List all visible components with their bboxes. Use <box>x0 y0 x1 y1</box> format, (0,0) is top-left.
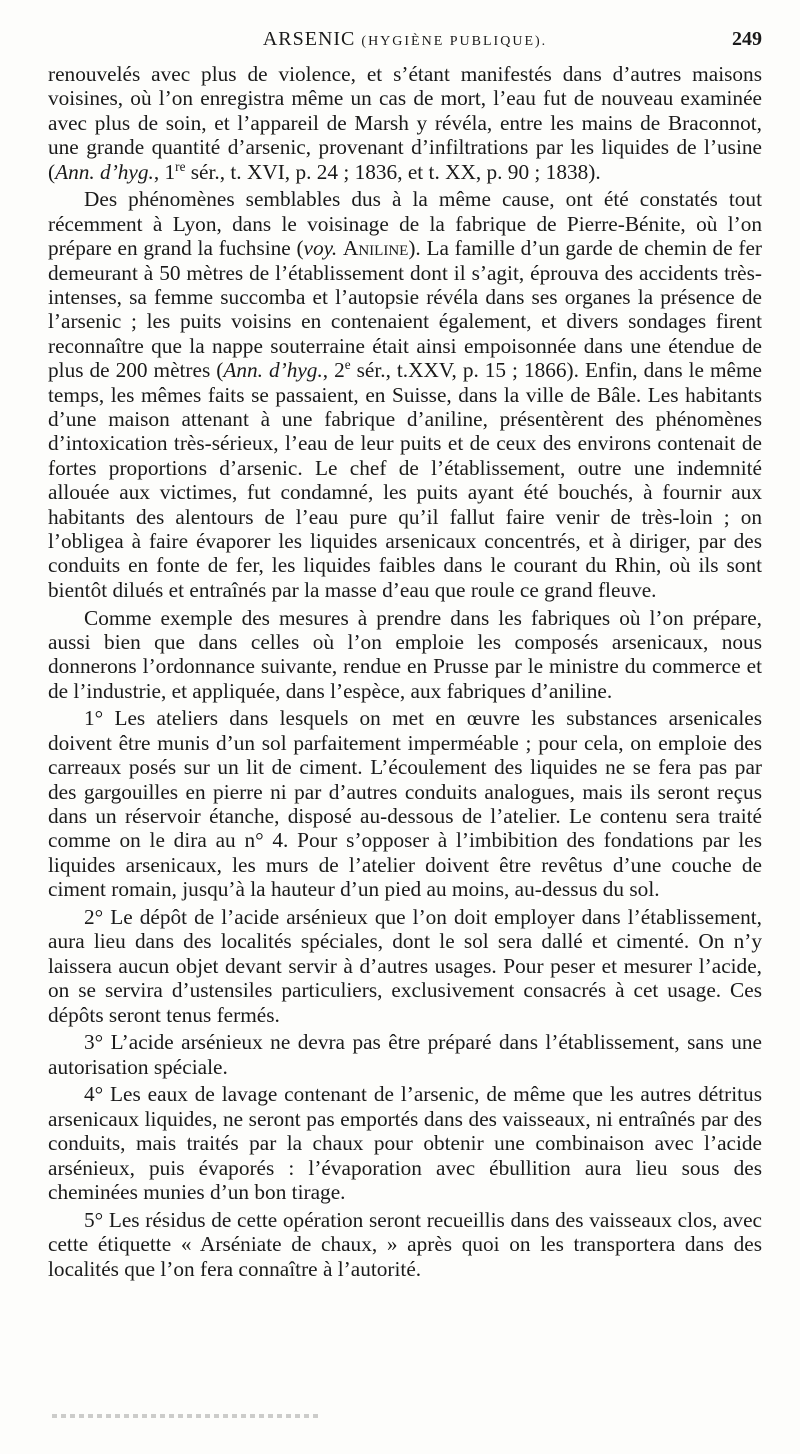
paragraph <box>48 1030 762 1079</box>
page-number: 249 <box>732 28 762 50</box>
paragraph <box>48 1082 762 1204</box>
paragraph <box>48 606 762 704</box>
italic-text: voy. <box>303 236 338 261</box>
text-run: 5° Les résidus de cette opération seront recueillis dans des vaisseaux clos, avec cette étiquette « Arséniate de chaux, » après quoi on les transportera dans des localités que l’on fera connaître à l’autorité. <box>48 1207 762 1281</box>
paragraph <box>48 706 762 901</box>
text-run: 2° Le dépôt de l’acide arsénieux que l’on doit employer dans l’établissement, aura lieu dans des localités spéciales, dont le sol sera dallé et cimenté. On n’y laissera aucun objet devant servir à d’autres usages. Pour peser et mesurer l’acide, on se servira d’ustensiles particuliers, exclusivement consacrés à cet usage. Ces dépôts seront tenus fermés. <box>48 905 762 1027</box>
paragraph <box>48 1208 762 1281</box>
paragraph <box>48 905 762 1027</box>
text-run: 4° Les eaux de lavage contenant de l’arsenic, de même que les autres détritus arsenicaux liquides, ne seront pas emportés dans des vaisseaux, ni entraînés par des conduits, mais traités par la chaux pour obtenir une combinaison avec l’acide arsénieux, puis évaporés : l’évaporation avec ébullition aura lieu sous des cheminées munies d’un bon tirage. <box>48 1082 762 1205</box>
running-head-title: ARSENIC <box>262 28 356 50</box>
paragraph <box>48 62 762 184</box>
small-caps-text: Aniline <box>342 236 409 261</box>
text-run: 1° Les ateliers dans lesquels on met en œuvre les substances arsenicales doivent être munis d’un sol parfaitement imperméable ; pour cela, on emploie des carreaux posés sur un lit de ciment. L’écoulement des liquides ne se fera pas par des gargouilles en pierre ni par d’autres conduits analogues, mais ils seront reçus dans un réservoir étanche, disposé au-dessous de l’atelier. Le contenu sera traité comme on le dira au n° 4. Pour s’opposer à l’imbibition des fondations par les liquides arsenicaux, les murs de l’atelier doivent être revêtus d’une couche de ciment romain, jusqu’à la hauteur d’un pied au moins, au-dessus du sol. <box>48 706 762 902</box>
text-run: sér., t.XXV, p. 15 ; 1866). Enfin, dans le même temps, les mêmes faits se passaient, en Suisse, dans la ville de Bâle. Les habitants d’une maison attenant à une fabrique d’aniline, présentèrent des phénomènes d’intoxication très-sérieux, l’eau de leur puits et de ceux des environs contenait de fortes proportions d’arsenic. Le chef de l’établissement, outre une indemnité allouée aux victimes, fut condamné, les puits ayant été bouchés, à fournir aux habitants des alentours de l’eau pure qu’il fallut faire venir de très-loin ; on l’obligea à faire évaporer les liquides arsenicaux concentrés, et à diriger, par des conduits en fonte de fer, les liquides faibles dans le courant du Rhin, où ils sont bientôt dilués et entraînés par la masse d’eau que roule ce grand fleuve. <box>48 358 762 602</box>
text-run: , 1 <box>153 159 176 184</box>
text-run: ). La famille d’un garde de chemin de fer demeurant à 50 mètres de l’établissement dont il s’agit, éprouva des accidents très-intenses, sa femme succomba et l’autopsie révéla dans ses organes la présence de l’arsenic ; les puits voisins en contenaient également, et divers sondages firent reconnaître que la nappe souterraine était ainsi empoisonnée dans une étendue de plus de 200 mètres ( <box>48 236 762 383</box>
text-run: Comme exemple des mesures à prendre dans les fabriques où l’on prépare, aussi bien que dans celles où l’on emploie les composés arsenicaux, nous donnerons l’ordonnance suivante, rendue en Prusse par le ministre du commerce et de l’industrie, et appliquée, dans l’espèce, aux fabriques d’aniline. <box>48 605 762 703</box>
italic-text: Ann. d’hyg. <box>55 159 154 184</box>
italic-text: Ann. d’hyg. <box>223 358 323 383</box>
superscript: e <box>344 357 351 373</box>
running-head-subtitle: (HYGIÈNE PUBLIQUE). <box>361 34 548 49</box>
text-run: renouvelés avec plus de violence, et s’étant manifestés dans d’autres maisons voisines, où l’on enregistra même un cas de mort, l’eau fut de nouveau examinée avec plus de soin, et l’appareil de Marsh y révéla, entre les mains de Braconnot, une grande quantité d’arsenic, provenant d’infiltrations par les liquides de l’usine ( <box>48 62 762 184</box>
scan-artifact <box>52 1414 322 1418</box>
superscript: re <box>175 158 186 174</box>
text-run: sér., t. XVI, p. 24 ; 1836, et t. XX, p. 90 ; 1838). <box>185 159 601 184</box>
running-head <box>48 28 762 51</box>
page-header <box>48 28 762 58</box>
body-text <box>48 62 762 1281</box>
paragraph <box>48 187 762 602</box>
text-run: 3° L’acide arsénieux ne devra pas être préparé dans l’établissement, sans une autorisation spéciale. <box>48 1030 762 1079</box>
text-run: Des phénomènes semblables dus à la même cause, ont été constatés tout récemment à Lyon, dans le voisinage de la fabrique de Pierre-Bénite, où l’on prépare en grand la fuchsine ( <box>48 187 762 261</box>
text-run: , 2 <box>322 358 345 383</box>
